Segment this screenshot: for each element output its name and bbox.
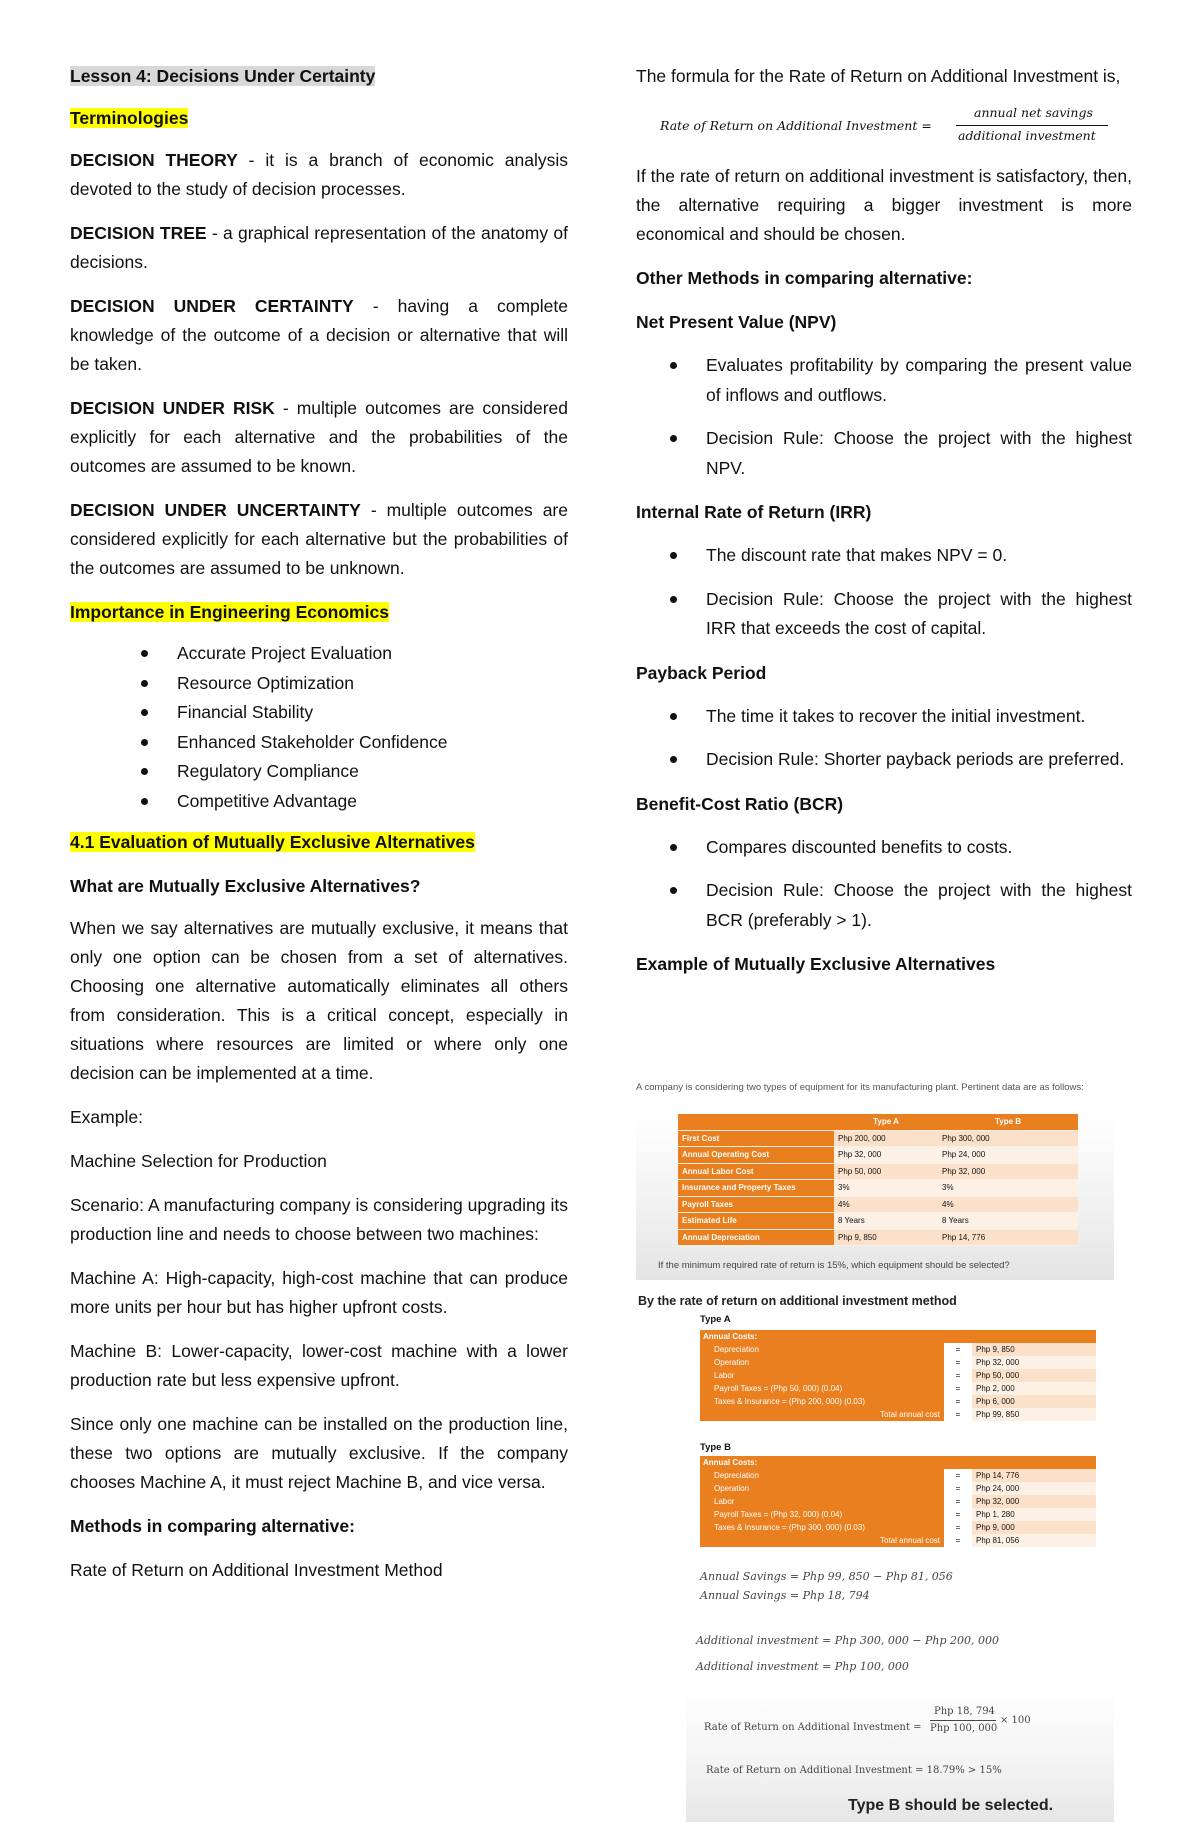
machine-a-text: Machine A: High-capacity, high-cost machine that can produce more units per hour but has higher upfront costs. [70, 1268, 568, 1317]
ror-lhs: Rate of Return on Additional Investment = [704, 1722, 922, 1733]
list-item: Decision Rule: Choose the project with the highest NPV. [636, 424, 1132, 483]
table-row: First Cost Php 200, 000 Php 300, 000 [678, 1130, 1078, 1147]
definition-decision-under-uncertainty: DECISION UNDER UNCERTAINTY - multiple outcomes are considered explicitly for each alternative but the probabilities of the outcomes are assumed to be unknown. [70, 500, 568, 578]
solution-image [636, 1292, 1116, 1822]
annual-costs-label: Annual Costs: [700, 1330, 1096, 1343]
table-row: Payroll Taxes 4% 4% [678, 1196, 1078, 1213]
addinv-eq-2: Additional investment = Php 100, 000 [696, 1660, 909, 1673]
table-row: Payroll Taxes = (Php 50, 000) (0.04) = Php 2, 000 [700, 1382, 1096, 1395]
type-a-cost-table [700, 1330, 1096, 1421]
terminologies-heading: Terminologies [70, 108, 189, 128]
table-header-row [678, 1114, 1078, 1130]
type-a-label: Type A [700, 1314, 731, 1325]
formula-bar [956, 125, 1108, 126]
definition-decision-theory: DECISION THEORY - it is a branch of economic analysis devoted to the study of decision processes. [70, 150, 569, 199]
table-row: Annual Labor Cost Php 50, 000 Php 32, 000 [678, 1163, 1078, 1180]
formula-denominator: additional investment [958, 128, 1096, 143]
list-item: Enhanced Stakeholder Confidence [70, 728, 568, 758]
table-row: Payroll Taxes = (Php 32, 000) (0.04) = Php 1, 280 [700, 1508, 1096, 1521]
definition-decision-under-certainty: DECISION UNDER CERTAINTY - having a complete knowledge of the outcome of a decision or alternative that will be taken. [70, 296, 568, 374]
methods-item: Rate of Return on Additional Investment Method [70, 1560, 443, 1580]
example-question: If the minimum required rate of return is 15%, which equipment should be selected? [658, 1260, 1010, 1271]
right-column [636, 62, 1132, 979]
table-row: Insurance and Property Taxes 3% 3% [678, 1180, 1078, 1197]
table-row: Labor = Php 32, 000 [700, 1495, 1096, 1508]
scenario-text: Scenario: A manufacturing company is considering upgrading its production line and needs to choose between two machines: [70, 1195, 568, 1244]
total-row: Total annual cost = Php 81, 056 [700, 1534, 1096, 1547]
list-item: Decision Rule: Choose the project with the highest BCR (preferably > 1). [636, 876, 1132, 935]
table-row: Labor = Php 50, 000 [700, 1369, 1096, 1382]
left-column [70, 62, 568, 1585]
formula-intro: The formula for the Rate of Return on Additional Investment is, [636, 66, 1121, 86]
list-item: Decision Rule: Choose the project with the highest IRR that exceeds the cost of capital. [636, 585, 1132, 644]
col-header-type-b: Type B [938, 1114, 1078, 1130]
table-row: Annual Depreciation Php 9, 850 Php 14, 776 [678, 1229, 1078, 1246]
example-data-table [678, 1114, 1078, 1246]
savings-eq-2: Annual Savings = Php 18, 794 [700, 1589, 870, 1602]
savings-eq-1: Annual Savings = Php 99, 850 − Php 81, 056 [700, 1570, 953, 1583]
what-text: When we say alternatives are mutually exclusive, it means that only one option can be chosen from a set of alternatives. Choosing one alternative automatically eliminates all others from consideration. This is a critical concept, especially in situations where resources are limited or where only one decision can be implemented at a time. [70, 918, 568, 1083]
what-heading: What are Mutually Exclusive Alternatives? [70, 876, 421, 896]
definition-decision-tree: DECISION TREE - a graphical representation of the anatomy of decisions. [70, 223, 568, 272]
list-item: Evaluates profitability by comparing the present value of inflows and outflows. [636, 351, 1132, 410]
conclusion: Type B should be selected. [848, 1797, 1054, 1814]
table-row: Annual Operating Cost Php 32, 000 Php 24, 000 [678, 1147, 1078, 1164]
definitions-list [70, 146, 568, 583]
example-intro: A company is considering two types of equipment for its manufacturing plant. Pertinent data are as follows: [636, 1082, 1084, 1093]
table-row: Operation = Php 24, 000 [700, 1482, 1096, 1495]
annual-costs-label: Annual Costs: [700, 1456, 1096, 1469]
table-row: Taxes & Insurance = (Php 200, 000) (0.03) = Php 6, 000 [700, 1395, 1096, 1408]
list-item: Compares discounted benefits to costs. [636, 833, 1132, 863]
formula-numerator: annual net savings [974, 105, 1093, 120]
section-heading: 4.1 Evaluation of Mutually Exclusive Alternatives [70, 832, 475, 852]
type-b-label: Type B [700, 1442, 731, 1453]
total-row: Total annual cost = Php 99, 850 [700, 1408, 1096, 1421]
since-text: Since only one machine can be installed on the production line, these two options are mutually exclusive. If the company chooses Machine A, it must reject Machine B, and vice versa. [70, 1414, 568, 1492]
bcr-list [636, 833, 1132, 936]
list-item: Accurate Project Evaluation [70, 639, 568, 669]
table-row: Taxes & Insurance = (Php 300, 000) (0.03) = Php 9, 000 [700, 1521, 1096, 1534]
machine-b-text: Machine B: Lower-capacity, lower-cost machine with a lower production rate but less expensive upfront. [70, 1341, 568, 1390]
other-methods-heading: Other Methods in comparing alternative: [636, 268, 973, 288]
list-item: The time it takes to recover the initial investment. [636, 702, 1132, 732]
example-title: Machine Selection for Production [70, 1151, 327, 1171]
table-row: Depreciation = Php 14, 776 [700, 1469, 1096, 1482]
table-row: Depreciation = Php 9, 850 [700, 1343, 1096, 1356]
example-image [636, 1080, 1114, 1280]
importance-heading: Importance in Engineering Economics [70, 602, 389, 622]
ror-result: Rate of Return on Additional Investment = 18.79% > 15% [706, 1765, 1002, 1776]
list-item: Resource Optimization [70, 669, 568, 699]
addinv-eq-1: Additional investment = Php 300, 000 − Php 200, 000 [696, 1634, 1000, 1647]
table-row: Estimated Life 8 Years 8 Years [678, 1213, 1078, 1230]
formula [636, 103, 1132, 149]
ror-numerator: Php 18, 794 [934, 1706, 995, 1717]
type-b-cost-table [700, 1456, 1096, 1547]
importance-list [70, 639, 568, 816]
formula-lhs: Rate of Return on Additional Investment = [660, 118, 932, 133]
list-item: Financial Stability [70, 698, 568, 728]
list-item: Competitive Advantage [70, 787, 568, 817]
if-text: If the rate of return on additional investment is satisfactory, then, the alternative requiring a bigger investment is more economical and should be chosen. [636, 166, 1132, 244]
npv-heading: Net Present Value (NPV) [636, 312, 837, 332]
solution-heading: By the rate of return on additional investment method [638, 1294, 957, 1308]
example-heading: Example of Mutually Exclusive Alternatives [636, 954, 996, 974]
methods-heading: Methods in comparing alternative: [70, 1516, 355, 1536]
table-row: Operation = Php 32, 000 [700, 1356, 1096, 1369]
list-item: The discount rate that makes NPV = 0. [636, 541, 1132, 571]
irr-heading: Internal Rate of Return (IRR) [636, 502, 872, 522]
example-label: Example: [70, 1107, 143, 1127]
irr-list [636, 541, 1132, 644]
payback-list [636, 702, 1132, 775]
list-item: Decision Rule: Shorter payback periods are preferred. [636, 745, 1132, 775]
ror-bar [930, 1720, 996, 1721]
definition-decision-under-risk: DECISION UNDER RISK - multiple outcomes are considered explicitly for each alternative and the probabilities of the outcomes are assumed to be known. [70, 398, 568, 476]
ror-denominator: Php 100, 000 [930, 1723, 998, 1734]
ror-box [686, 1684, 1114, 1822]
npv-list [636, 351, 1132, 483]
lesson-title: Lesson 4: Decisions Under Certainty [70, 66, 376, 86]
bcr-heading: Benefit-Cost Ratio (BCR) [636, 793, 844, 814]
ror-multiplier: × 100 [1000, 1715, 1031, 1726]
col-header-type-a: Type A [834, 1114, 938, 1130]
list-item: Regulatory Compliance [70, 757, 568, 787]
payback-heading: Payback Period [636, 662, 767, 683]
